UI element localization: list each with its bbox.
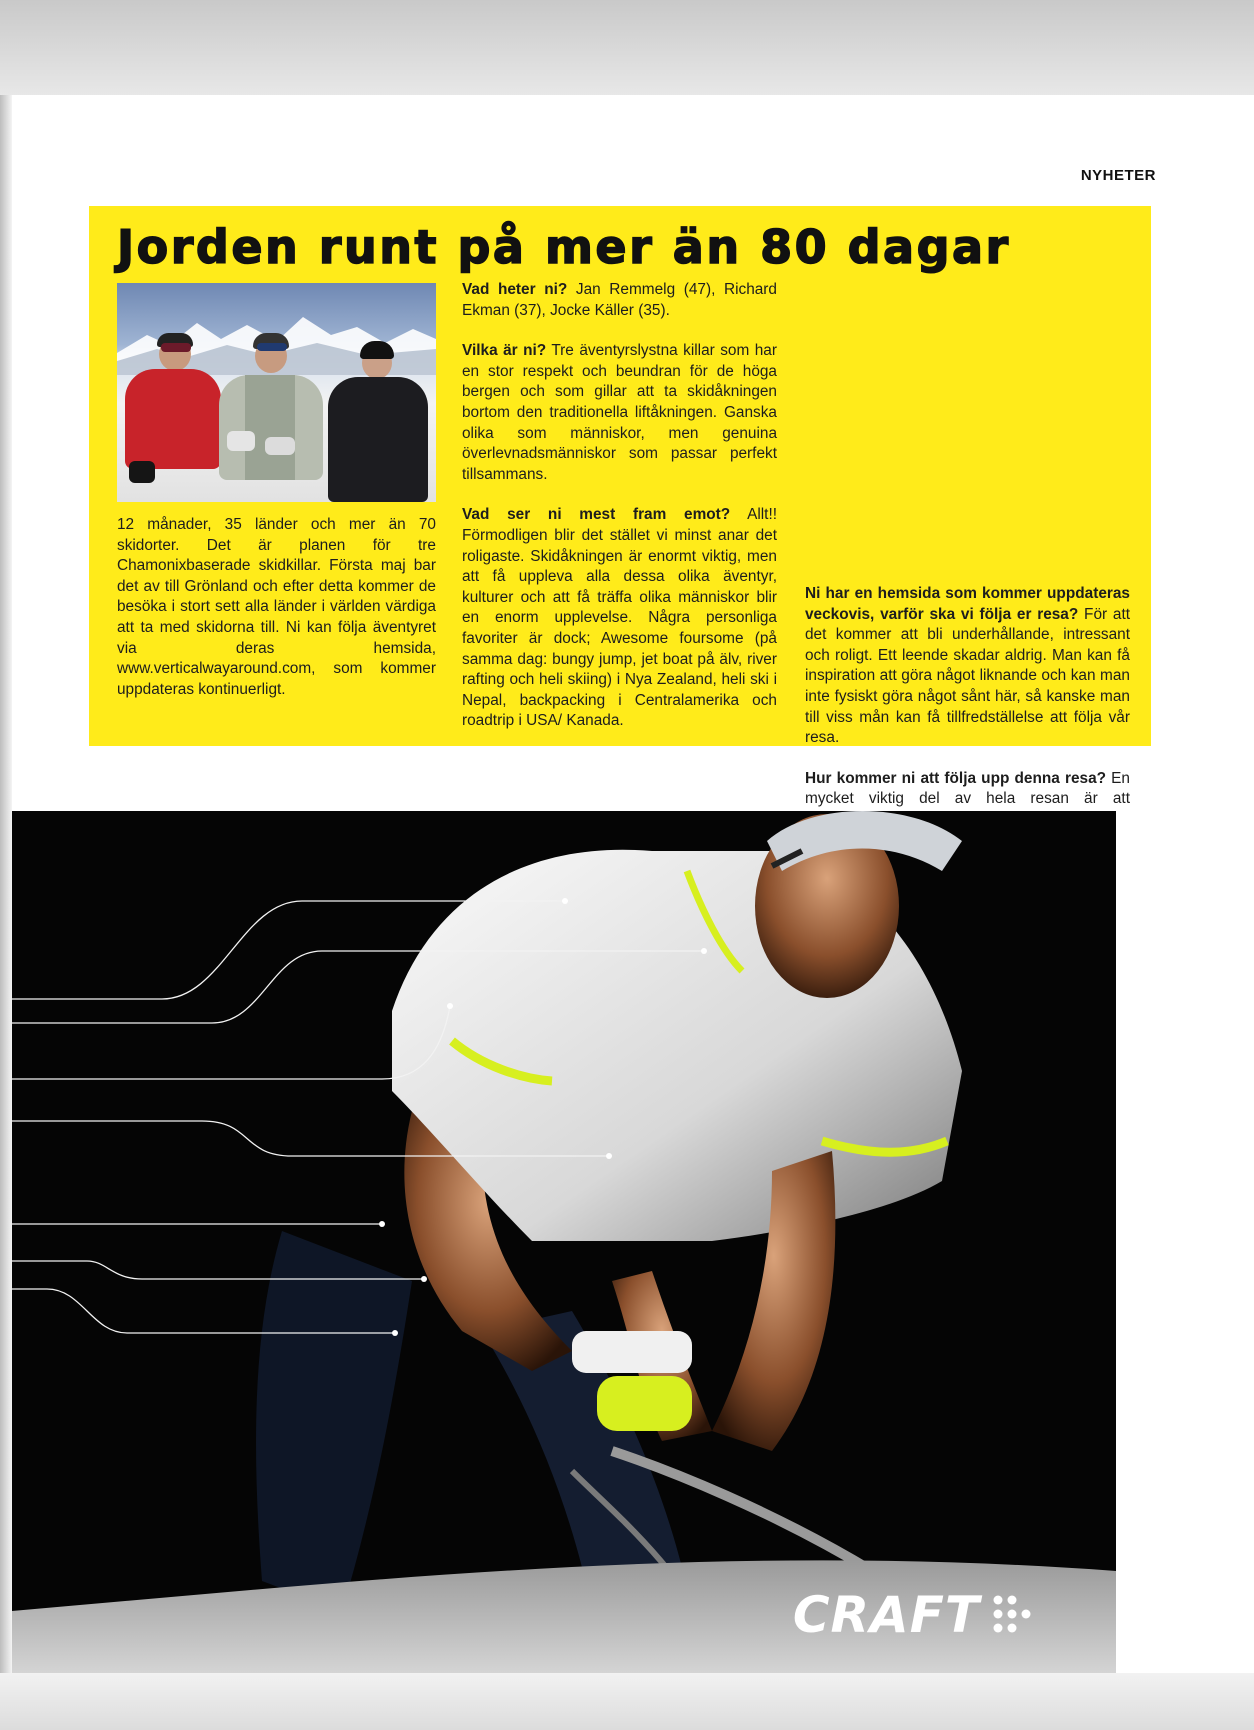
craft-advertisement	[12, 811, 1116, 1673]
news-article-box	[89, 206, 1151, 808]
qa-question: Vad ser ni mest fram emot?	[462, 506, 731, 524]
craft-dots-icon	[990, 1592, 1036, 1638]
qa-answer: Tre äventyrslystna killar som har en stor respekt och beundran för de höga bergen och som gillar att ta skidåkningen bortom den traditionella liftåkningen. Ganska olika som människor, men genuina överlevnadsmänniskor som passar perfekt tillsammans.	[462, 342, 777, 483]
skiers-photo	[117, 283, 436, 502]
qa-question: Hur kommer ni att följa upp denna resa?	[805, 769, 1107, 787]
section-label: NYHETER	[1080, 167, 1156, 184]
qa-item	[462, 280, 777, 321]
article-intro-column	[117, 515, 436, 720]
qa-answer: En mycket viktig del av hela resan är att	[805, 769, 1130, 808]
page-margin-right	[1116, 811, 1254, 1673]
scan-top-shadow	[0, 0, 1254, 100]
article-headline: Jorden runt på mer än 80 dagar	[117, 220, 1011, 274]
qa-item	[462, 505, 777, 732]
page-gutter-shadow	[0, 95, 12, 1730]
qa-item	[805, 584, 1130, 749]
qa-answer: Jan Remmelg (47), Richard Ekman (37), Jocke Käller (35).	[462, 281, 777, 319]
article-column-2	[462, 280, 777, 752]
qa-question: Ni har en hemsida som kommer uppdateras veckovis, varför ska vi följa er resa?	[805, 585, 1130, 623]
brand-name: CRAFT	[792, 1586, 980, 1644]
qa-answer: Allt!! Förmodligen blir det stället vi minst anar det roligaste. Skidåkningen är enormt viktig, men att få uppleva alla dessa olika äventyr, kulturer och att få träffa olika människor blir en enorm upplevelse. Några personliga favoriter är dock; Awesome foursome (på samma dag: bungy jump, jet boat på älv, river rafting och heli skiing) i Nya Zealand, heli ski i Nepal, backpacking i Centralamerika och roadtrip i USA/ Kanada.	[462, 506, 777, 730]
skier-red-jacket	[119, 331, 227, 502]
skier-grey-jacket	[215, 331, 327, 502]
page-margin-bottom	[0, 1673, 1254, 1730]
article-intro: 12 månader, 35 länder och mer än 70 skidorter. Det är planen för tre Chamonixbaserade skidkillar. Första maj bar det av till Grönland och efter detta kommer de besöka i stort sett alla länder i världen värdiga att ta med skidorna till. Ni kan följa äventyret via deras hemsida, www.verticalwayaround.com, som kommer uppdateras kontinuerligt.	[117, 516, 436, 698]
cyclist-illustration	[12, 811, 1116, 1673]
craft-logo	[793, 1587, 1036, 1643]
qa-question: Vad heter ni?	[462, 281, 568, 298]
qa-answer: För att det kommer att bli underhållande, intressant och roligt. Ett leende skadar aldrig. Man kan få inspiration att göra något liknande och kan man inte fysiskt göra något sånt här, så kanske man till viss mån kan få tillfredställelse att följa vår resa.	[805, 605, 1130, 747]
qa-item	[462, 341, 777, 485]
qa-question: Vilka är ni?	[462, 342, 547, 360]
skier-black-jacket	[322, 339, 434, 502]
